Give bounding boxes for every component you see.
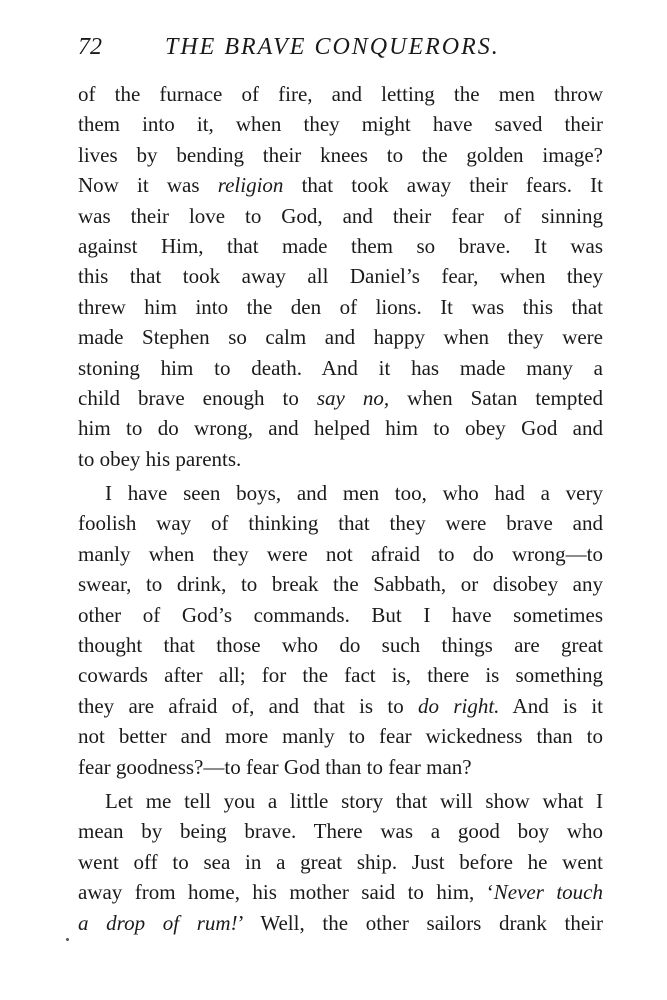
text-line [78, 786, 603, 816]
text-segment: Let me tell you a little story that will show what I [105, 788, 603, 813]
text-line [78, 569, 603, 599]
italic-text: religion [217, 173, 284, 198]
text-segment: ’ Well, the other sailors drank their [237, 910, 603, 935]
text-segment: fear goodness?—to fear God than to fear man? [78, 754, 472, 779]
text-segment: when Satan tempted [389, 385, 603, 410]
text-segment: against Him, that made them so brave. It was [78, 233, 603, 258]
text-segment: I have seen boys, and men too, who had a very [105, 481, 603, 506]
text-segment: went off to sea in a great ship. Just before he went [78, 849, 603, 874]
text-segment: was their love to God, and their fear of sinning [78, 203, 603, 228]
text-segment: manly when they were not afraid to do wrong—to [78, 541, 603, 566]
text-segment: stoning him to death. And it has made many a [78, 355, 603, 380]
text-segment: thought that those who do such things are great [78, 633, 603, 658]
text-line [78, 413, 603, 443]
text-segment: mean by being brave. There was a good boy who [78, 819, 603, 844]
text-line [78, 816, 603, 846]
text-line [78, 201, 603, 231]
text-segment: of the furnace of fire, and letting the men throw [78, 82, 603, 106]
text-segment: made Stephen so calm and happy when they were [78, 325, 603, 350]
italic-text: Never touch [493, 880, 604, 905]
text-line [78, 847, 603, 877]
text-line [78, 630, 603, 660]
text-line [78, 721, 603, 751]
text-line [78, 908, 603, 938]
page-number: 72 [78, 34, 102, 60]
text-line [78, 231, 603, 261]
text-line [78, 691, 603, 721]
ink-speck [66, 938, 69, 941]
text-segment: that took away their fears. It [283, 173, 603, 198]
text-segment: they are afraid of, and that is to [78, 693, 419, 718]
text-line [78, 322, 603, 352]
text-line [78, 539, 603, 569]
text-line [78, 444, 603, 474]
text-segment: child brave enough to [78, 385, 317, 410]
text-line [78, 508, 603, 538]
italic-text: do right. [418, 693, 500, 718]
text-segment: cowards after all; for the fact is, there is something [78, 663, 603, 688]
text-segment: this that took away all Daniel’s fear, when they [78, 264, 603, 289]
text-segment: not better and more manly to fear wickedness than to [78, 724, 603, 749]
text-line [78, 109, 603, 139]
text-segment: to obey his parents. [78, 446, 242, 471]
body-text [78, 79, 603, 938]
text-line [78, 478, 603, 508]
text-line [78, 600, 603, 630]
text-segment: them into it, when they might have saved their [78, 112, 603, 137]
text-segment: Now it was [78, 173, 218, 198]
text-segment: him to do wrong, and helped him to obey God and [78, 416, 603, 441]
italic-text: say no, [316, 385, 390, 410]
text-segment: foolish way of thinking that they were brave and [78, 511, 603, 536]
text-segment: swear, to drink, to break the Sabbath, or disobey any [78, 572, 603, 597]
italic-text: a drop of rum! [78, 910, 238, 935]
text-line [78, 140, 603, 170]
text-segment: lives by bending their knees to the golden image? [78, 142, 603, 167]
text-line [78, 292, 603, 322]
text-segment: And is it [499, 693, 603, 718]
text-segment: other of God’s commands. But I have sometimes [78, 602, 603, 627]
text-segment: threw him into the den of lions. It was this that [78, 294, 603, 319]
text-line [78, 383, 603, 413]
text-line [78, 353, 603, 383]
text-segment: away from home, his mother said to him, ‘ [78, 880, 494, 905]
text-line [78, 261, 603, 291]
text-line [78, 660, 603, 690]
page-header [78, 32, 603, 62]
text-line [78, 79, 603, 109]
text-line [78, 170, 603, 200]
running-title: THE BRAVE CONQUERORS. [165, 34, 500, 60]
text-line [78, 752, 603, 782]
text-line [78, 877, 603, 907]
